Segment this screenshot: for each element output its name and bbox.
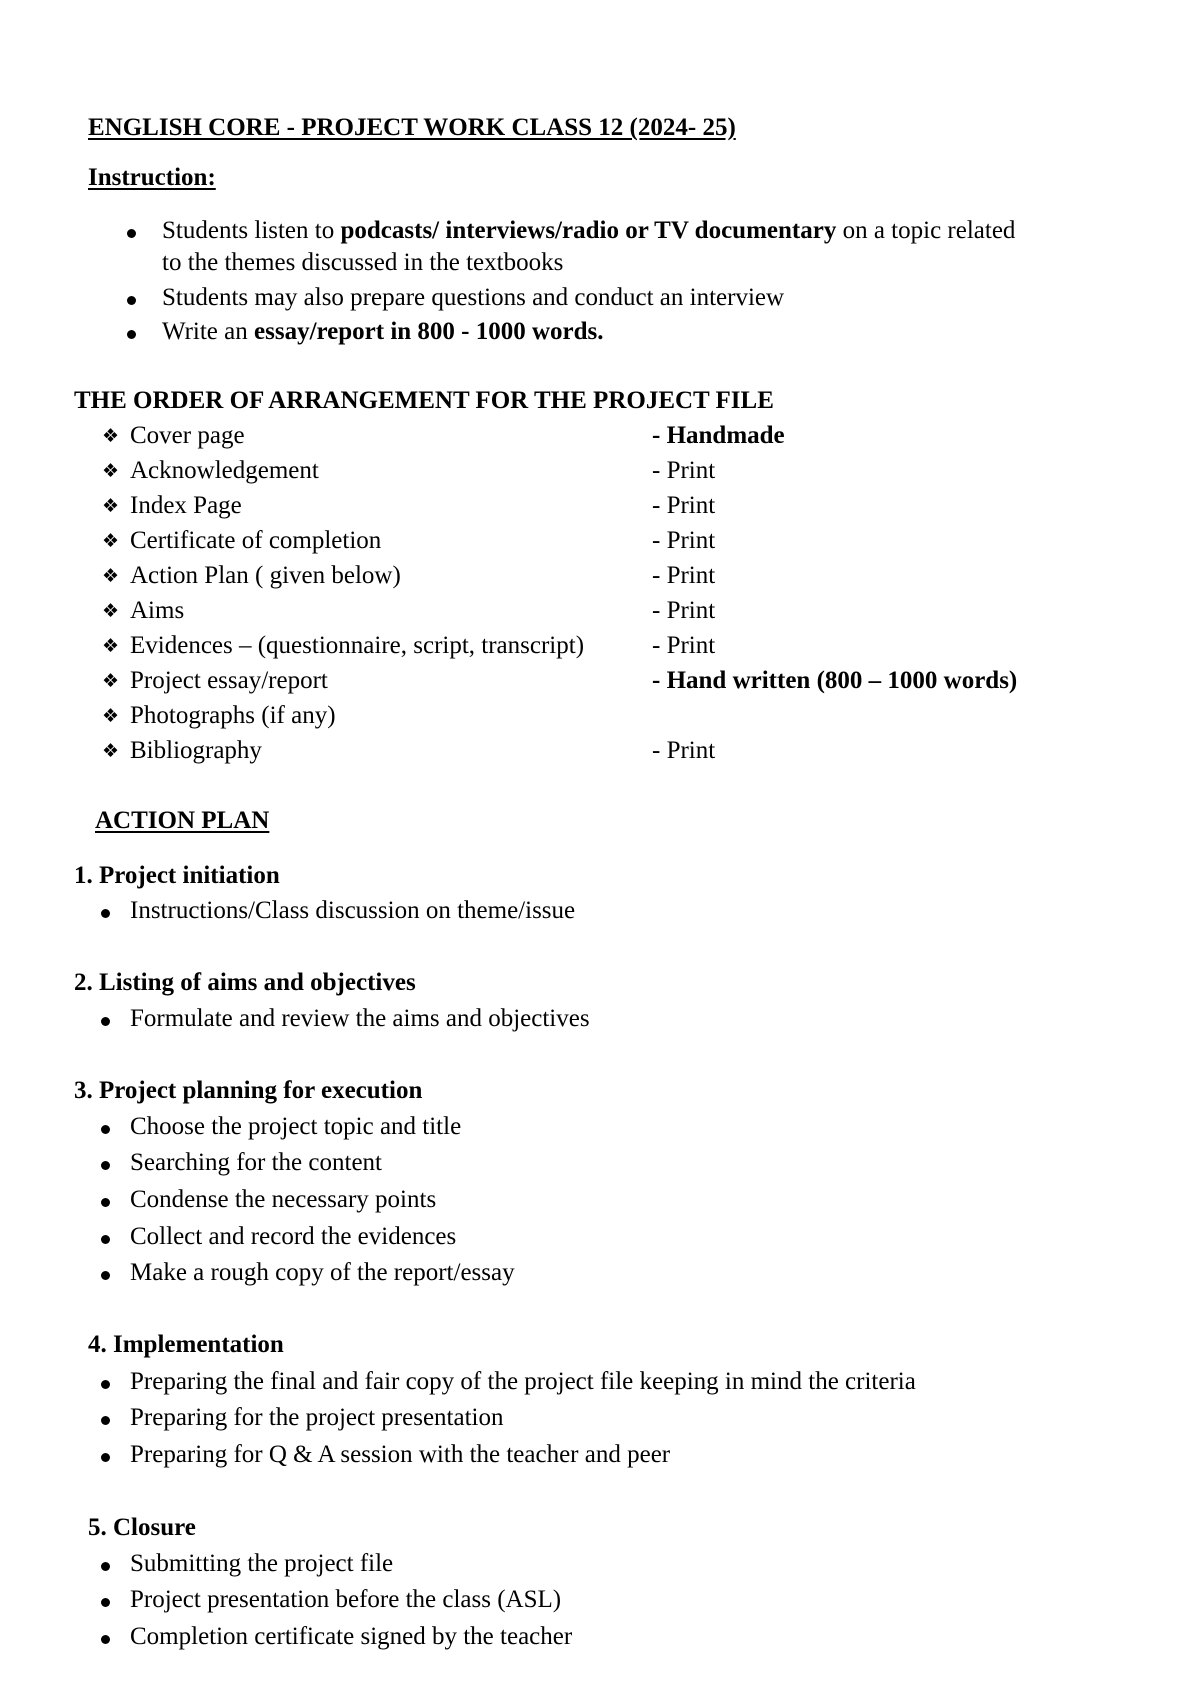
bullet-icon	[101, 1562, 110, 1571]
section-4-item: Preparing for Q & A session with the teacher and peer	[130, 1441, 671, 1468]
diamond-bullet-icon: ❖	[102, 460, 120, 482]
diamond-bullet-icon: ❖	[102, 425, 120, 447]
bullet-icon	[101, 1017, 110, 1026]
order-item-label: Project essay/report	[130, 667, 328, 694]
diamond-bullet-icon: ❖	[102, 705, 120, 727]
bullet-icon	[127, 330, 136, 339]
section-4-item: Preparing for the project presentation	[130, 1404, 504, 1431]
bullet-icon	[101, 1235, 110, 1244]
section-1-item: Instructions/Class discussion on theme/issue	[130, 897, 576, 924]
bullet-icon	[127, 296, 136, 305]
section-2-title: 2. Listing of aims and objectives	[74, 969, 416, 996]
diamond-bullet-icon: ❖	[102, 600, 120, 622]
section-5-item: Submitting the project file	[130, 1550, 394, 1577]
diamond-bullet-icon: ❖	[102, 530, 120, 552]
order-item-value: - Print	[652, 562, 716, 589]
instruction-item-2: Students may also prepare questions and conduct an interview	[162, 284, 785, 311]
section-5-item: Project presentation before the class (ASL)	[130, 1586, 562, 1613]
action-plan-heading: ACTION PLAN	[95, 807, 270, 834]
bullet-icon	[101, 909, 110, 918]
section-5-title: 5. Closure	[88, 1514, 196, 1541]
diamond-bullet-icon: ❖	[102, 670, 120, 692]
section-2-item: Formulate and review the aims and objectives	[130, 1005, 590, 1032]
instruction-item-3: Write an essay/report in 800 - 1000 words.	[162, 318, 604, 345]
order-item-label: Index Page	[130, 492, 242, 519]
bullet-icon	[101, 1635, 110, 1644]
order-item-value: - Hand written (800 – 1000 words)	[652, 667, 1018, 694]
order-item-value: - Print	[652, 527, 716, 554]
bullet-icon	[101, 1271, 110, 1280]
instruction-heading: Instruction:	[88, 164, 216, 191]
diamond-bullet-icon: ❖	[102, 565, 120, 587]
bullet-icon	[101, 1453, 110, 1462]
diamond-bullet-icon: ❖	[102, 635, 120, 657]
order-item-value: - Handmade	[652, 422, 785, 449]
order-item-label: Photographs (if any)	[130, 702, 336, 729]
order-item-value: - Print	[652, 632, 716, 659]
order-item-label: Certificate of completion	[130, 527, 382, 554]
bullet-icon	[101, 1198, 110, 1207]
bullet-icon	[127, 229, 136, 238]
order-item-label: Aims	[130, 597, 185, 624]
diamond-bullet-icon: ❖	[102, 740, 120, 762]
section-4-title: 4. Implementation	[88, 1331, 284, 1358]
order-item-label: Acknowledgement	[130, 457, 319, 484]
instruction-item-1: Students listen to podcasts/ interviews/radio or TV documentary on a topic related	[162, 217, 1016, 244]
order-item-value: - Print	[652, 457, 716, 484]
diamond-bullet-icon: ❖	[102, 495, 120, 517]
bullet-icon	[101, 1161, 110, 1170]
bullet-icon	[101, 1380, 110, 1389]
order-item-value: - Print	[652, 492, 716, 519]
section-3-title: 3. Project planning for execution	[74, 1077, 423, 1104]
section-1-title: 1. Project initiation	[74, 862, 280, 889]
section-3-item: Make a rough copy of the report/essay	[130, 1259, 515, 1286]
section-3-item: Searching for the content	[130, 1149, 382, 1176]
section-5-item: Completion certificate signed by the teacher	[130, 1623, 573, 1650]
order-item-label: Bibliography	[130, 737, 262, 764]
section-3-item: Collect and record the evidences	[130, 1223, 457, 1250]
section-4-item: Preparing the final and fair copy of the project file keeping in mind the criteria	[130, 1368, 916, 1395]
order-item-value: - Print	[652, 737, 716, 764]
order-item-label: Action Plan ( given below)	[130, 562, 401, 589]
page-title: ENGLISH CORE - PROJECT WORK CLASS 12 (2024- 25)	[88, 114, 736, 141]
order-item-label: Evidences – (questionnaire, script, transcript)	[130, 632, 585, 659]
order-item-label: Cover page	[130, 422, 245, 449]
bullet-icon	[101, 1598, 110, 1607]
bullet-icon	[101, 1416, 110, 1425]
bullet-icon	[101, 1125, 110, 1134]
order-item-value: - Print	[652, 597, 716, 624]
section-3-item: Choose the project topic and title	[130, 1113, 462, 1140]
order-heading: THE ORDER OF ARRANGEMENT FOR THE PROJECT FILE	[74, 387, 774, 414]
section-3-item: Condense the necessary points	[130, 1186, 437, 1213]
instruction-item-1-line2: to the themes discussed in the textbooks	[162, 249, 564, 276]
